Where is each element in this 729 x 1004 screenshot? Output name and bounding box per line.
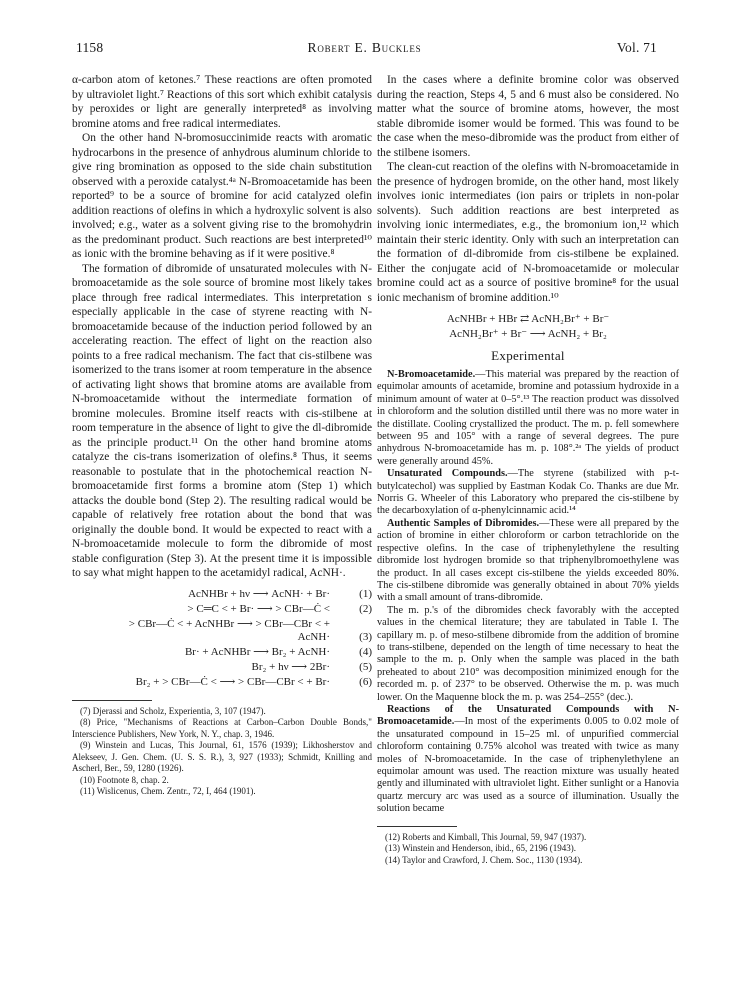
mechanism-equations	[72, 587, 372, 690]
equation-number: (2)	[359, 602, 372, 615]
footnote: (11) Wislicenus, Chem. Zentr., 72, I, 464 (1901).	[80, 786, 256, 796]
ionic-equations	[377, 312, 679, 342]
run-in-heading: N-Bromoacetamide.	[387, 369, 476, 380]
experimental-paragraph	[377, 369, 679, 468]
footnote: (8) Price, "Mechanisms of Reactions at Carbon–Carbon Double Bonds," Interscience Publishers, New York, N. Y., chap. 3, 1946.	[72, 717, 372, 739]
footnote: (10) Footnote 8, chap. 2.	[80, 774, 169, 785]
footnote-divider	[377, 826, 457, 827]
equation	[72, 660, 372, 675]
right-column	[377, 73, 679, 866]
paragraph-text: —In most of the experiments 0.005 to 0.02 mole of the unsaturated compound in 15–25 ml. of unpurified commercial chloroform containing 0.75% alcohol was treated with twice as many moles of N-bromoacetamide. In the case of triphenylethylene an equimolar amount was used. The reaction mixture was usually heated gently and illuminated with ultraviolet light. Either sunlight or a Hanovia quartz mercury arc was used as a source of illumination. Usually the solution became	[377, 716, 679, 815]
footnote: (13) Winstein and Henderson, ibid., 65, 2196 (1943).	[385, 843, 576, 854]
paragraph-text: —These were all prepared by the action of bromine in either chloroform or carbon tetrachloride on the respective olefins. In the case of triphenylethylene the resulting dibromide lost hydrogen bromide so that triphenylbromoethylene was the product. In all cases except cis-stilbene the yields exceeded 80%. The cis-stilbene dibromide was generally obtained in about 70% yields with a small amount of trans-dibromide.	[377, 517, 679, 604]
paragraph: On the other hand N-bromosuccinimide reacts with aromatic hydrocarbons in the presence of anhydrous aluminum chloride to give ring bromination as opposed to the side chain substitution observed with a peroxide catalyst.⁴ᵃ N-Bromoacetamide has been reported⁹ to be a source of bromine for acid catalyzed olefin addition reactions of olefins in which a hydroxylic solvent is also involved; e.g., water as a solvent giving rise to the bromohydrin as the predominant product. Such reactions are best interpreted¹⁰ as ionic with the bromine behaving as if it were positive.⁸	[72, 132, 372, 260]
footnote-divider	[72, 700, 152, 701]
footnote: (14) Taylor and Crawford, J. Chem. Soc., 1130 (1934).	[385, 854, 583, 865]
footnotes	[377, 832, 679, 867]
equation-text-continued: AcNH·	[297, 630, 330, 643]
paragraph: The formation of dibromide of unsaturated molecules with N-bromoacetamide as the sole source of bromine most likely takes place through free radical intermediates. This interpretation s especially applicable in the case of styrene reacting with N-bromoacetamide because of the induction period followed by an accelerating reaction. The effect of light on the reaction also points to a free radical mechanism. The fact that cis-stilbene was isomerized to the trans isomer at room temperature in the absence of activating light shows that bromine atoms are available from N-bromoacetamide without the intermediate formation of bromine molecules. Bromine itself reacts with cis-stilbene at room temperature in the absence of light to give the dl-dibromide as the principle product.¹¹ On the other hand bromine atoms catalyze the cis-trans isomerization of olefins.⁸ Thus, it seems reasonable to postulate that in the photochemical reaction N-bromoacetamide first forms a bromine atom (Step 1) which attacks the double bond (Step 2). The resulting radical would be capable of relatively free rotation about the bond that was originally the double bond. It would be expected to react with a N-bromoacetamide molecule to form the dibromide of most stable configuration (Step 3). At the present time it is impossible to say what might happen to the acetamidyl radical, AcNH·.	[72, 262, 372, 579]
equation	[72, 602, 372, 617]
footnote: (12) Roberts and Kimball, This Journal, 59, 947 (1937).	[385, 831, 587, 842]
experimental-paragraph	[377, 468, 679, 518]
experimental-paragraph	[377, 518, 679, 605]
equation-text: > C═C < + Br· ⟶ > CBr—Ċ <	[187, 602, 330, 615]
page-number: 1158	[76, 40, 104, 55]
running-author: Robert E. Buckles	[307, 40, 422, 55]
run-in-heading: Unsaturated Compounds.	[387, 468, 508, 480]
equation-text: Br₂ + > CBr—Ċ < ⟶ > CBr—CBr < + Br·	[135, 675, 330, 688]
paragraph-text: —The styrene (stabilized with p-t-butylcatechol) was supplied by Eastman Kodak Co. Thanks are due Mr. Norris G. Wheeler of this Laboratory who prepared the cis-stilbene by the decarboxylation of α-phenylcinnamic acid.¹⁴	[377, 468, 679, 517]
equation-text: > CBr—Ċ < + AcNHBr ⟶ > CBr—CBr < +	[128, 617, 330, 630]
run-in-heading: Authentic Samples of Dibromides.	[387, 517, 540, 529]
equation-number: (3)	[359, 630, 372, 643]
equation-number: (1)	[359, 587, 372, 600]
equation	[72, 617, 372, 645]
paragraph: The clean-cut reaction of the olefins with N-bromoacetamide in the presence of hydrogen bromide, on the other hand, most likely involves ionic intermediates (ion pairs or triplets in non-polar solvents). Such addition reactions are best interpreted as involving ionic intermediates, e.g., the bromonium ion,¹² which maintain their steric identity. Only with such an interpretation can the formation of dl-dibromide from cis-stilbene be explained. Either the conjugate acid of N-bromoacetamide or molecular bromine could act as a source of positive bromine⁸ for the usual ionic mechanism of bromine addition.¹⁰	[377, 161, 679, 304]
volume-label: Vol. 71	[616, 40, 657, 55]
equation	[72, 645, 372, 660]
equation-text: AcNHBr + hν ⟶ AcNH· + Br·	[188, 587, 330, 600]
equation-number: (6)	[359, 675, 372, 688]
equation-number: (4)	[359, 645, 372, 658]
paragraph: In the cases where a definite bromine color was observed during the reaction, Steps 4, 5 and 6 must also be considered. No matter what the source of bromine atoms, however, the most stable dibromide isomer would be formed. This was found to be the case when the meso-dibromide was the product from either of the stilbene isomers.	[377, 74, 679, 159]
equation	[72, 587, 372, 602]
footnote: (9) Winstein and Lucas, This Journal, 61, 1576 (1939); Likhosherstov and Alekseev, J. Gen. Chem. (U. S. S. R.), 3, 927 (1933); Schmidt, Knilling and Ascherl, Ber., 59, 1280 (1926).	[72, 740, 372, 773]
equation-text: Br₂ + hν ⟶ 2Br·	[251, 660, 330, 673]
equation	[72, 675, 372, 690]
run-in-heading: Reactions of the Unsaturated Compounds with N-Bromoacetamide.	[377, 703, 679, 728]
left-column	[72, 73, 372, 798]
experimental-section	[377, 369, 679, 816]
footnotes	[72, 706, 372, 798]
paragraph-text: The m. p.'s of the dibromides check favorably with the accepted values in the chemical literature; they are tabulated in Table I. The capillary m. p. of meso-stilbene dibromide from the addition of bromine to trans-stilbene, depended on the length of time necessary to heat the sample to the m. p. Only when the sample was placed in the bath preheated to about 210° was decomposition minimized enough for the recorded m. p. of 237° to be observed. Otherwise the m. p. was much lower. On the Maquenne block the m. p. was 254–255° (dec.).	[377, 604, 679, 703]
footnote: (7) Djerassi and Scholz, Experientia, 3, 107 (1947).	[80, 705, 266, 716]
equation-text: Br· + AcNHBr ⟶ Br₂ + AcNH·	[184, 645, 330, 658]
paragraph: α-carbon atom of ketones.⁷ These reactions are often promoted by ultraviolet light.⁷ Reactions of this sort which exhibit catalysis by peroxides or light are generally interpreted⁸ as involving bromine atoms and free radical intermediates.	[72, 74, 372, 130]
experimental-paragraph	[377, 605, 679, 704]
equation: AcNHBr + HBr ⇄ AcNH₂Br⁺ + Br⁻	[446, 313, 610, 325]
equation: AcNH₂Br⁺ + Br⁻ ⟶ AcNH₂ + Br₂	[449, 328, 607, 340]
paragraph-text: —This material was prepared by the reaction of equimolar amounts of acetamide, bromine and potassium hydroxide in a minimum amount of water at 0–5°.¹³ The reaction product was dissolved in chloroform and the solution distilled until there was no more water in the distillate. Cooling crystallized the product. The m. p. fell somewhere between 95 and 105° with a range of several degrees. The pure anhydrous N-bromoacetamide has m. p. 108°.²ᵃ The yields of product were generally around 45%.	[377, 369, 679, 467]
section-title: Experimental	[491, 348, 565, 363]
equation-number: (5)	[359, 660, 372, 673]
experimental-paragraph	[377, 704, 679, 816]
